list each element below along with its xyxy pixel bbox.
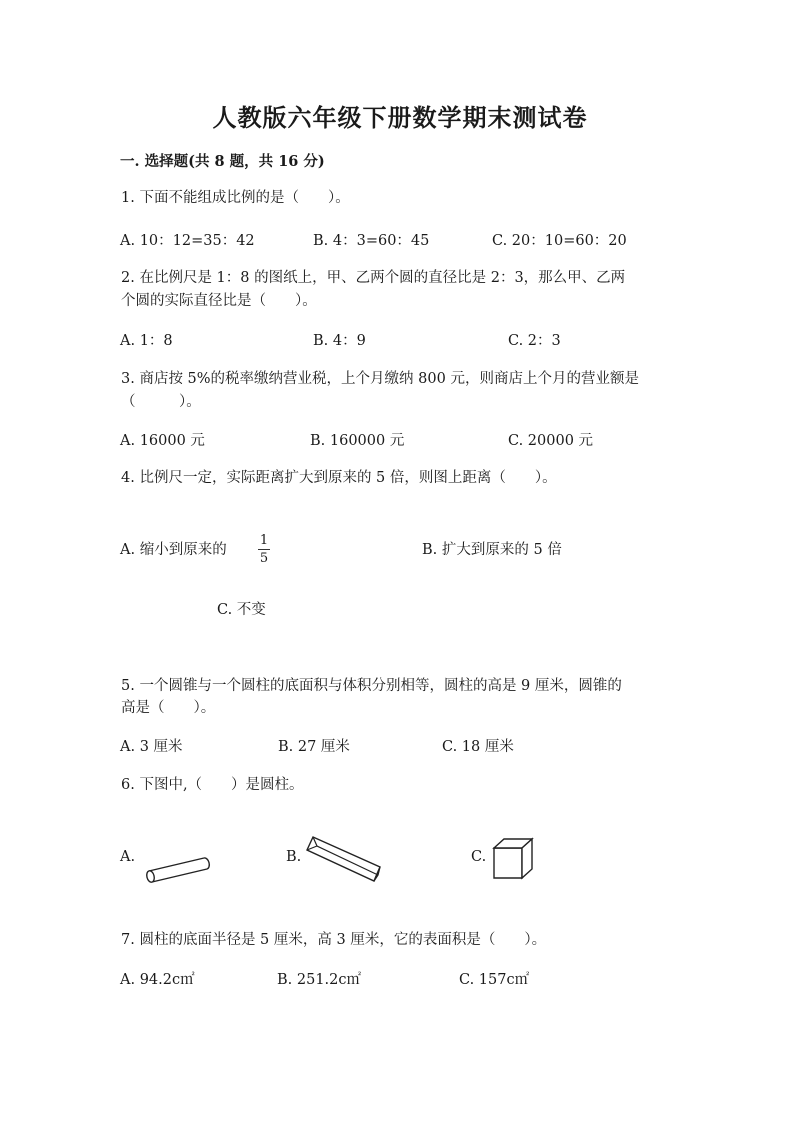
question-1-stem: 1. 下面不能组成比例的是（ ）。: [121, 190, 350, 206]
question-2-stem-line2: 个圆的实际直径比是（ ）。: [121, 293, 317, 309]
q4-option-a: A. 缩小到原来的: [120, 542, 227, 558]
question-3-stem-line1: 3. 商店按 5%的税率缴纳营业税，上个月缴纳 800 元，则商店上个月的营业额是: [121, 371, 639, 387]
q2-option-c: C. 2：3: [508, 333, 561, 349]
question-6-stem: 6. 下图中,（ ）是圆柱。: [121, 777, 304, 793]
fraction-numerator: 1: [259, 533, 269, 548]
q1-option-a: A. 10：12=35：42: [120, 233, 255, 249]
question-3-stem-line2: （ ）。: [121, 394, 201, 410]
q6-option-c-label: C.: [471, 849, 487, 865]
q5-option-c: C. 18 厘米: [442, 739, 514, 755]
question-5-stem-line2: 高是（ ）。: [121, 700, 216, 716]
q4-option-b: B. 扩大到原来的 5 倍: [422, 542, 562, 558]
question-2-stem-line1: 2. 在比例尺是 1：8 的图纸上，甲、乙两个圆的直径比是 2：3，那么甲、乙两: [121, 270, 626, 286]
cube-figure: [491, 836, 537, 884]
q1-option-b: B. 4：3=60：45: [313, 233, 430, 249]
q7-option-b: B. 251.2c㎡: [277, 972, 362, 988]
q5-option-b: B. 27 厘米: [278, 739, 350, 755]
q7-option-c: C. 157c㎡: [459, 972, 530, 988]
page-title: 人教版六年级下册数学期末测试卷: [212, 103, 588, 132]
q6-option-b-label: B.: [286, 849, 302, 865]
q3-option-c: C. 20000 元: [508, 433, 594, 449]
cylinder-rod-figure: [140, 852, 212, 886]
section-heading: 一. 选择题(共 8 题，共 16 分): [120, 153, 325, 170]
q2-option-b: B. 4：9: [313, 333, 366, 349]
q2-option-a: A. 1：8: [120, 333, 173, 349]
one-fifth-fraction: [256, 533, 272, 566]
question-4-stem: 4. 比例尺一定，实际距离扩大到原来的 5 倍，则图上距离（ ）。: [121, 470, 557, 486]
q3-option-a: A. 16000 元: [120, 433, 205, 449]
q7-option-a: A. 94.2c㎡: [120, 972, 195, 988]
question-7-stem: 7. 圆柱的底面半径是 5 厘米，高 3 厘米，它的表面积是（ ）。: [121, 932, 547, 948]
q5-option-a: A. 3 厘米: [120, 739, 183, 755]
q1-option-c: C. 20：10=60：20: [492, 233, 627, 249]
fraction-bar: [258, 549, 270, 550]
q3-option-b: B. 160000 元: [310, 433, 405, 449]
q4-option-c: C. 不变: [217, 602, 266, 618]
triangular-prism-figure: [300, 832, 386, 886]
fraction-denominator: 5: [259, 551, 269, 566]
q6-option-a-label: A.: [120, 849, 136, 865]
question-5-stem-line1: 5. 一个圆锥与一个圆柱的底面积与体积分别相等，圆柱的高是 9 厘米，圆锥的: [121, 678, 622, 694]
